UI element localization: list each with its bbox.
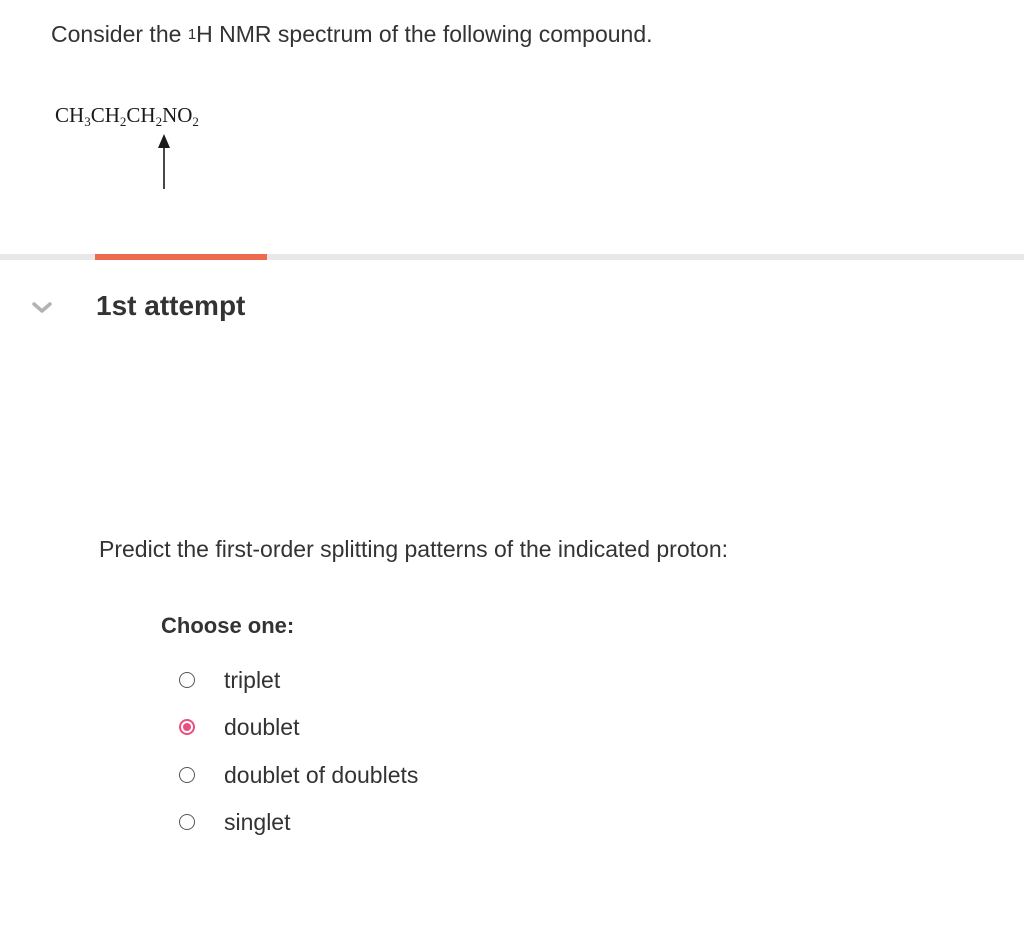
option-label: triplet (224, 666, 281, 693)
question-text (51, 16, 653, 56)
option-label: doublet (224, 714, 300, 741)
formula-part: $CH_2$ (126, 103, 163, 129)
radio-button[interactable] (179, 767, 195, 783)
question-superscript: 1 (187, 26, 197, 43)
formula-part: $CH_3$ (55, 103, 91, 129)
answer-options (177, 656, 677, 846)
radio-button-selected[interactable] (179, 719, 195, 735)
formula-part: $NO_2$ (162, 103, 199, 129)
attempt-title: 1st attempt (96, 290, 246, 321)
option-label: doublet of doublets (224, 761, 419, 788)
choose-one-label: Choose one: (161, 613, 295, 638)
option-doublet[interactable] (177, 704, 677, 752)
compound-formula (55, 103, 199, 128)
option-label: singlet (224, 809, 291, 836)
question-suffix: H NMR spectrum of the following compound. (196, 21, 653, 47)
active-tab-indicator (95, 254, 267, 260)
formula-part: $CH_2$ (90, 103, 127, 129)
radio-button[interactable] (179, 672, 195, 688)
arrow-up-icon (157, 134, 171, 189)
question-prefix: Consider the (51, 21, 188, 47)
option-triplet[interactable] (177, 656, 677, 704)
option-singlet[interactable] (177, 799, 677, 847)
option-doublet-of-doublets[interactable] (177, 751, 677, 799)
chevron-down-icon[interactable] (30, 297, 54, 317)
radio-button[interactable] (179, 814, 195, 830)
question-prompt: Predict the first-order splitting patterns of the indicated proton: (99, 536, 728, 562)
